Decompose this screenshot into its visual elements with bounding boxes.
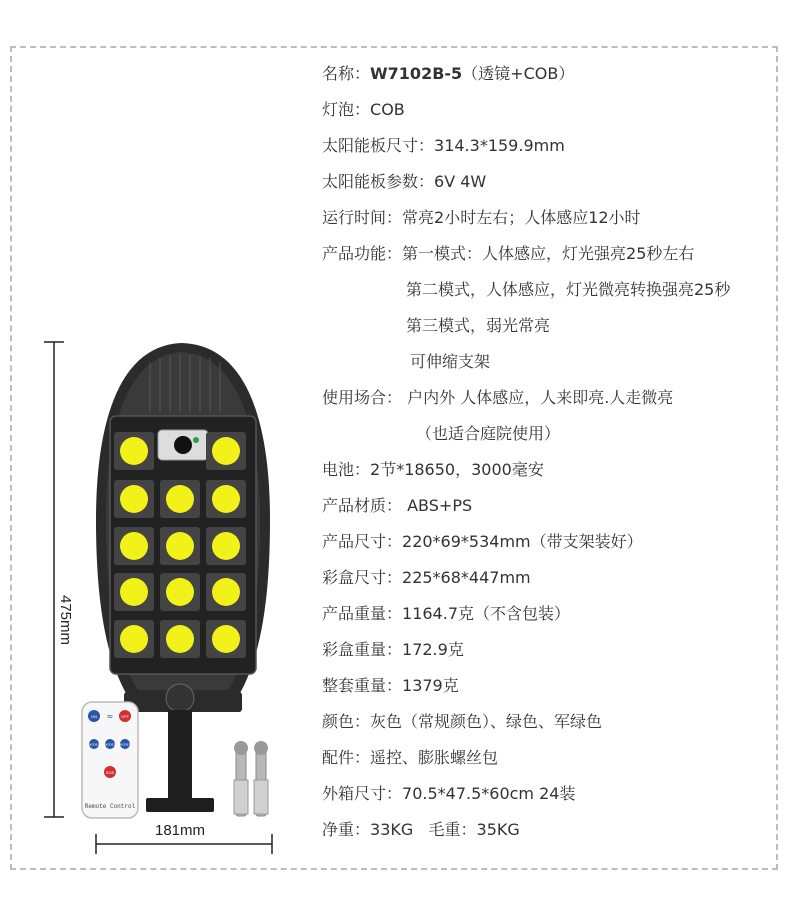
spec-label: 产品重量： — [322, 604, 403, 623]
led-module — [206, 432, 246, 470]
spec-label: 灯泡： — [322, 100, 371, 119]
remote-mode2-label: MODE2 — [104, 742, 116, 747]
spec-list — [322, 56, 782, 848]
spec-extra: （透镜+COB） — [462, 64, 575, 83]
spec-row-total-weight — [322, 668, 782, 704]
spec-row-product-size — [322, 524, 782, 560]
spec-label: 产品尺寸： — [322, 532, 403, 551]
led-module — [206, 573, 246, 611]
remote-mode1-label: MODE1 — [88, 742, 100, 747]
spec-value: COB — [370, 100, 405, 119]
spec-label: 名称： — [322, 64, 371, 83]
remote-off-label: OFF — [121, 714, 129, 719]
spec-value: W7102B-5 — [370, 64, 463, 83]
spec-value: 2节*18650，3000毫安 — [370, 460, 544, 479]
height-dimension-label: 475mm — [57, 595, 74, 646]
spec-value: 314.3*159.9mm — [434, 136, 565, 155]
spec-value: 1379克 — [402, 676, 459, 695]
spec-value: （也适合庭院使用） — [416, 424, 561, 443]
spec-row-battery — [322, 452, 782, 488]
spec-label: 配件： — [322, 748, 371, 767]
spec-label: 彩盒尺寸： — [322, 568, 403, 587]
led-module — [206, 620, 246, 658]
spec-value: 225*68*447mm — [402, 568, 531, 587]
spec-value: 第一模式：人体感应，灯光强亮25秒左右 — [402, 244, 695, 263]
spec-row-usage-2 — [322, 416, 782, 452]
spec-value: 1164.7克（不含包装） — [402, 604, 571, 623]
spec-row-function-2 — [322, 272, 782, 308]
width-dimension-label: 181mm — [154, 822, 206, 839]
spec-label: 产品功能： — [322, 244, 403, 263]
remote-control — [82, 702, 138, 818]
spec-value: 6V 4W — [434, 172, 487, 191]
spec-label: 使用场合： — [322, 388, 403, 407]
spec-label: 电池： — [322, 460, 371, 479]
spec-row-function — [322, 236, 782, 272]
spec-value: 第三模式，弱光常亮 — [406, 316, 551, 335]
led-module — [114, 573, 154, 611]
spec-row-panel-params — [322, 164, 782, 200]
spec-row-usage — [322, 380, 782, 416]
led-module — [114, 432, 154, 470]
spec-value: ABS+PS — [407, 496, 473, 515]
spec-label: 太阳能板尺寸： — [322, 136, 435, 155]
spec-row-accessories — [322, 740, 782, 776]
led-module — [160, 573, 200, 611]
spec-row-name — [322, 56, 782, 92]
spec-value: 第二模式，人体感应，灯光微亮转换强亮25秒 — [406, 280, 731, 299]
spec-row-function-3 — [322, 308, 782, 344]
spec-label: 整套重量： — [322, 676, 403, 695]
led-module — [206, 480, 246, 518]
led-module — [160, 480, 200, 518]
led-module — [114, 527, 154, 565]
spec-value: 172.9克 — [402, 640, 464, 659]
spec-label: 颜色： — [322, 712, 371, 731]
spec-row-material — [322, 488, 782, 524]
spec-label: 净重： — [322, 820, 371, 839]
spec-label: 外箱尺寸： — [322, 784, 403, 803]
spec-row-runtime — [322, 200, 782, 236]
remote-sos-label: SOS — [105, 770, 115, 775]
led-module — [160, 620, 200, 658]
remote-mode3-label: MODE3 — [119, 742, 131, 747]
led-module — [114, 480, 154, 518]
spec-row-bulb — [322, 92, 782, 128]
spec-value: 可伸缩支架 — [410, 352, 491, 371]
spec-label: 运行时间： — [322, 208, 403, 227]
spec-value: 灰色（常规颜色）、绿色、军绿色 — [370, 712, 603, 731]
spec-value: 70.5*47.5*60cm 24装 — [402, 784, 576, 803]
remote-on-label: ON — [91, 714, 97, 719]
remote-brand-text: Remote Control — [84, 803, 136, 810]
spec-row-color — [322, 704, 782, 740]
wifi-icon: ≈ — [106, 712, 114, 721]
spec-row-box-weight — [322, 632, 782, 668]
led-module — [114, 620, 154, 658]
spec-label: 彩盒重量： — [322, 640, 403, 659]
spec-value: 常亮2小时左右；人体感应12小时 — [402, 208, 641, 227]
led-module — [160, 527, 200, 565]
led-module — [206, 527, 246, 565]
spec-row-carton-size — [322, 776, 782, 812]
spec-value: 户内外 人体感应，人来即亮.人走微亮 — [407, 388, 674, 407]
spec-extra: 毛重：35KG — [428, 820, 520, 839]
spec-row-box-size — [322, 560, 782, 596]
spec-label: 产品材质： — [322, 496, 403, 515]
spec-row-panel-size — [322, 128, 782, 164]
spec-row-function-4 — [322, 344, 782, 380]
spec-row-product-weight — [322, 596, 782, 632]
spec-value: 220*69*534mm（带支架装好） — [402, 532, 643, 551]
spec-value: 33KG — [370, 820, 414, 839]
spec-value: 遥控、膨胀螺丝包 — [370, 748, 499, 767]
spec-row-net-weight — [322, 812, 782, 848]
spec-label: 太阳能板参数： — [322, 172, 435, 191]
